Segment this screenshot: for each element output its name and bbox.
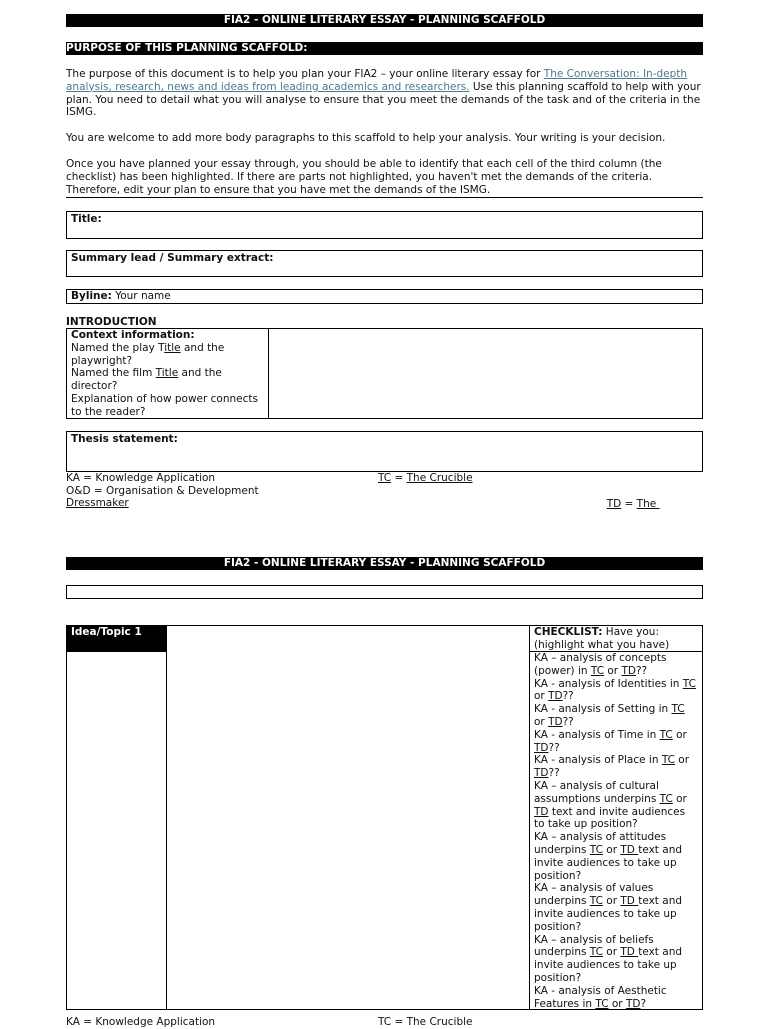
title-field[interactable] bbox=[66, 211, 703, 239]
the-conversation-link[interactable]: The Conversation: In-depth analysis, research, news and ideas from leading academics and researchers. bbox=[66, 68, 688, 93]
purpose-paragraph-1: The purpose of this document is to help you plan your FIA2 – your online literary essay for The Conversation: In-depth analysis, research, news and ideas from leading academics and researchers. Use this planning scaffold to help with your plan. You need to detail what you will analyse to ensure that you meet the demands of the task and of the criteria in the ISMG. bbox=[66, 68, 701, 119]
thesis-field[interactable] bbox=[66, 431, 703, 472]
checklist-item[interactable]: KA - analysis of Time in TC or TD?? bbox=[534, 728, 687, 754]
footer-legend-tc: TC = The Crucible bbox=[378, 1016, 473, 1028]
legend-td: TD = The bbox=[606, 497, 660, 510]
checklist-item[interactable]: KA – analysis of values underpins TC or TD text and invite audiences to take up position? bbox=[534, 882, 683, 933]
checklist-item[interactable]: KA – analysis of concepts (power) in TC or TD?? bbox=[534, 652, 667, 677]
context-info-label: Context information: bbox=[71, 329, 195, 341]
byline-label: Byline: bbox=[71, 290, 112, 302]
checklist-list bbox=[534, 652, 698, 1010]
checklist-label: CHECKLIST: bbox=[534, 626, 603, 638]
checklist-item[interactable]: KA - analysis of Aesthetic Features in TC or TD? bbox=[534, 984, 667, 1010]
idea-topic-column bbox=[66, 625, 167, 1010]
idea-topic-label: Idea/Topic 1 bbox=[67, 626, 166, 652]
checklist-item[interactable]: KA - analysis of Identities in TC or TD?? bbox=[534, 677, 696, 703]
checklist-item[interactable]: KA - analysis of Setting in TC or TD?? bbox=[534, 703, 685, 728]
byline-field[interactable] bbox=[66, 289, 703, 304]
context-info-cell bbox=[66, 328, 269, 419]
checklist-item[interactable]: KA – analysis of cultural assumptions underpins TC or TD text and invite audiences to take up position? bbox=[534, 779, 687, 831]
purpose-paragraph-2: You are welcome to add more body paragraphs to this scaffold to help your analysis. Your writing is your decision. bbox=[66, 132, 666, 144]
byline-value: Your name bbox=[115, 290, 171, 302]
idea-topic-notes-cell[interactable] bbox=[166, 625, 530, 1010]
checklist-item[interactable]: KA – analysis of beliefs underpins TC or TD text and invite audiences to take up position? bbox=[534, 933, 683, 984]
checklist-item[interactable]: KA – analysis of attitudes underpins TC or TD text and invite audiences to take up position? bbox=[534, 831, 683, 882]
checklist-header-cell: CHECKLIST: Have you: (highlight what you have) bbox=[529, 625, 703, 652]
legend-tc: TC = The Crucible bbox=[378, 472, 473, 484]
document-title: FIA2 - ONLINE LITERARY ESSAY - PLANNING SCAFFOLD bbox=[66, 14, 703, 27]
section-divider bbox=[66, 197, 703, 198]
purpose-paragraph-3: Once you have planned your essay through, you should be able to identify that each cell of the third column (the checklist) has been highlighted. If there are parts not highlighted, you haven't met the demands of the criteria. Therefore, edit your plan to ensure that you have met the demands of the ISMG. bbox=[66, 158, 662, 196]
context-line-power: Explanation of how power connects to the reader? bbox=[71, 392, 258, 418]
legend-od: O&D = Organisation & Development bbox=[66, 485, 259, 497]
thesis-label: Thesis statement: bbox=[71, 433, 178, 445]
body-section-title: FIA2 - ONLINE LITERARY ESSAY - PLANNING SCAFFOLD bbox=[66, 557, 703, 570]
title-label: Title: bbox=[71, 213, 102, 225]
summary-label: Summary lead / Summary extract: bbox=[71, 252, 274, 264]
footer-legend-ka: KA = Knowledge Application bbox=[66, 1016, 216, 1028]
legend-td-continued: Dressmaker bbox=[66, 497, 129, 509]
context-line-play: Named the play Title and the playwright? bbox=[71, 341, 225, 367]
legend-ka: KA = Knowledge Application bbox=[66, 472, 216, 484]
context-line-film: Named the film Title and the director? bbox=[71, 367, 222, 393]
context-response-cell[interactable] bbox=[268, 328, 703, 419]
introduction-heading: INTRODUCTION bbox=[66, 316, 157, 328]
purpose-heading: PURPOSE OF THIS PLANNING SCAFFOLD: bbox=[66, 42, 703, 55]
summary-field[interactable] bbox=[66, 250, 703, 277]
body-blank-field[interactable] bbox=[66, 585, 703, 599]
checklist-item[interactable]: KA - analysis of Place in TC or TD?? bbox=[534, 754, 690, 780]
checklist-items-cell bbox=[529, 651, 703, 1010]
